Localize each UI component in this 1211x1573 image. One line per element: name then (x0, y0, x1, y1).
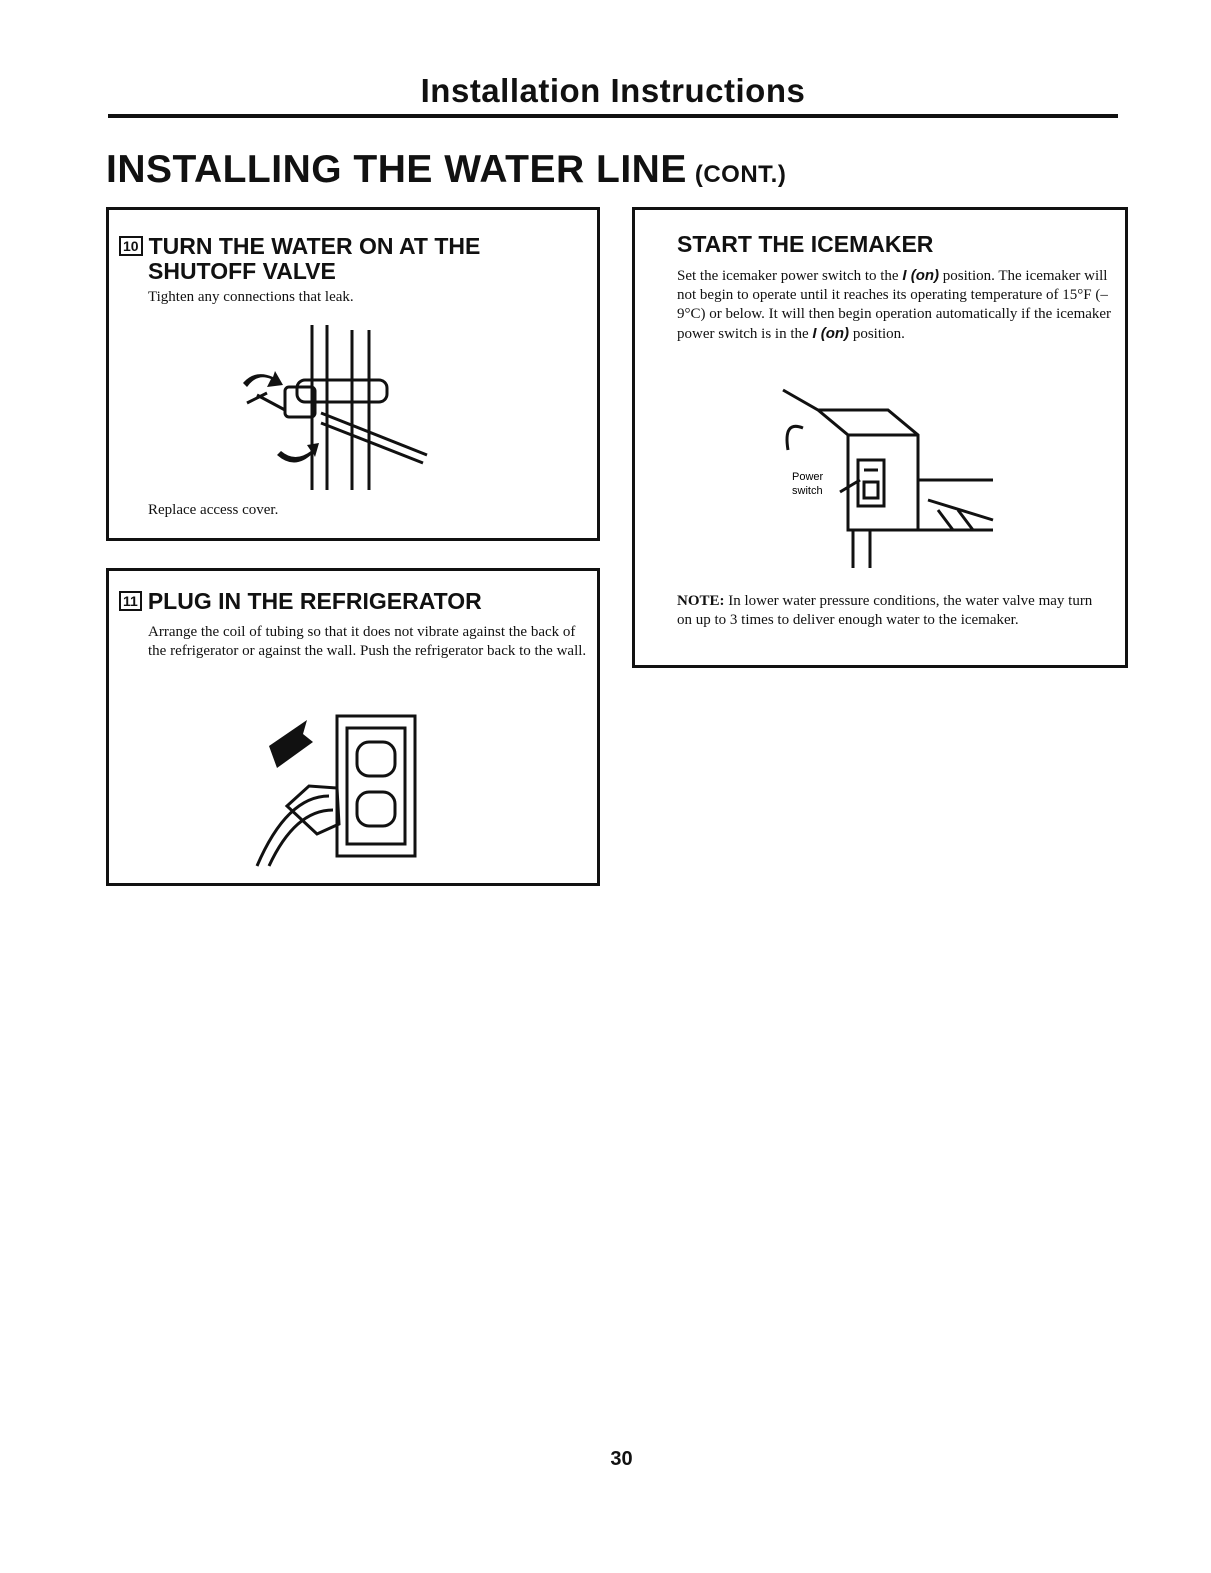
icemaker-switch-illustration (778, 380, 998, 570)
step-10-heading-line1: TURN THE WATER ON AT THE (148, 233, 481, 259)
step-10-number: 10 (119, 236, 143, 256)
step-11-heading (119, 589, 589, 614)
step-10-heading (119, 234, 589, 284)
icemaker-text-a: Set the icemaker power switch to the (677, 268, 903, 284)
step-11-number: 11 (119, 591, 142, 611)
section-title-cont: (CONT.) (694, 161, 787, 188)
page-number: 30 (610, 1448, 633, 1470)
step-10-text: Tighten any connections that leak. (148, 289, 354, 305)
page-header-title: Installation Instructions (420, 72, 806, 109)
power-label: Power (792, 471, 824, 483)
note-label: NOTE: (677, 593, 725, 609)
icemaker-box (632, 207, 1128, 668)
step-11-heading-text: PLUG IN THE REFRIGERATOR (147, 588, 482, 614)
icemaker-text (677, 266, 1117, 344)
switch-label: switch (792, 485, 823, 497)
note-text: In lower water pressure conditions, the water valve may turn on up to 3 times to deliver enough water to the icemaker. (677, 593, 1093, 628)
on-position-label: I (on) (902, 267, 940, 284)
header-rule (108, 114, 1118, 118)
step-11-text: Arrange the coil of tubing so that it does not vibrate against the back of the refrigerator or against the wall. Push the refrigerator back to the wall. (148, 624, 587, 659)
section-title (106, 148, 786, 192)
page-header (108, 72, 1118, 118)
icemaker-note (677, 592, 1097, 630)
icemaker-text-b: position. The icemaker will not begin to operate until it reaches its operating temperature of 15°F (–9°C) or below. It will then begin operation automatically if the icemaker power switch is in the (677, 268, 1112, 342)
step-10-heading-line2: SHUTOFF VALVE (148, 258, 336, 284)
on-position-label-2: I (on) (812, 325, 850, 342)
step-10-after-text: Replace access cover. (148, 502, 279, 518)
icemaker-heading: START THE ICEMAKER (677, 231, 934, 257)
step-10-box (106, 207, 600, 541)
section-title-text: INSTALLING THE WATER LINE (106, 148, 687, 191)
step-11-box (106, 568, 600, 886)
plug-outlet-illustration (217, 706, 437, 871)
shutoff-valve-illustration (237, 325, 437, 495)
icemaker-text-c: position. (849, 326, 905, 342)
